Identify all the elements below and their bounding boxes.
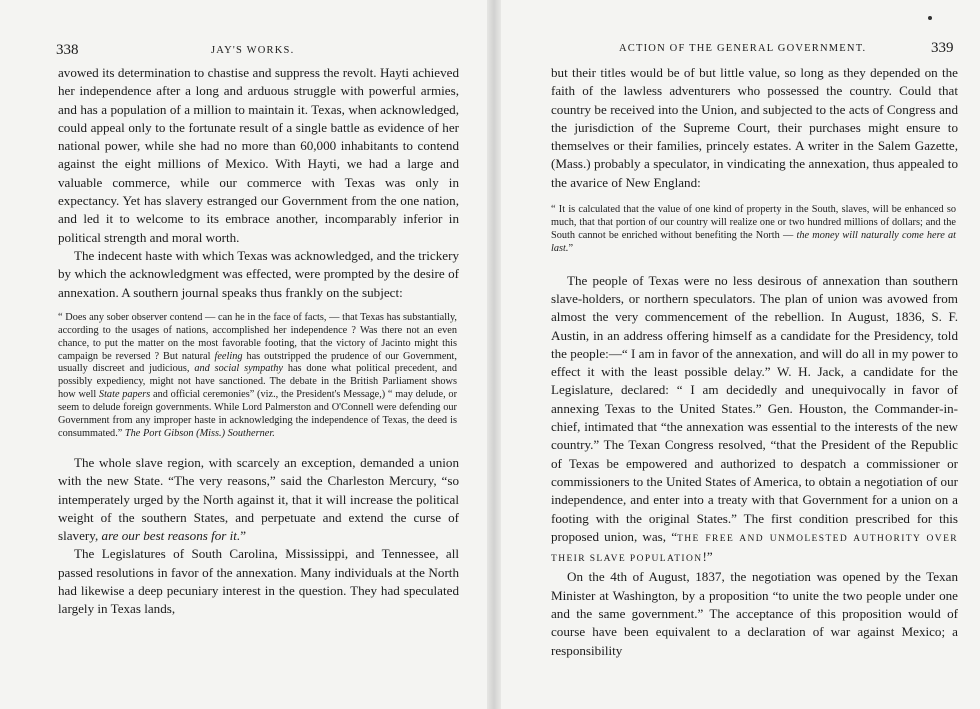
right-page-number: 339 — [931, 40, 954, 56]
right-paragraph-2: The people of Texas were no less desirous of annexation than southern slave-holders, or northern speculators. The plan of union was avowed from almost the very commencement of the rebellion. In August, 1836, S. F. Austin, in an address offering himself as a candidate for the Presidency, told the people:—“ I am in favor of the annexation, and will do all in my power to effect it with the least possible delay.” W. H. Jack, a candidate for the Legislature, declared: “ I am decidedly and unequivocally in favor of annexing Texas to the United States.” Gen. Houston, the Commander-in-chief, intimated that “the annexation was essential to the interests of the new country.” The Texan Congress resolved, “that the President of the Republic of Texas be empowered and authorized to despatch a commissioner or commissioners to the United States of America, to obtain a negotiation of our independence, and enter into a treaty with that Government for a union on a footing with the original States.” The first condition prescribed for this proposed union, was, “THE FREE AND UNMOLESTED AUTHORITY OVER THEIR SLAVE POPULATION!” — [551, 272, 959, 565]
left-running-head: JAY'S WORKS. — [211, 45, 295, 56]
left-paragraph-4: The Legislatures of South Carolina, Mississippi, and Tennessee, all passed resolutions in favor of the annexation. Many individuals at the North had likewise a deep pecuniary interest in the question. They had speculated largely in Texas lands, — [58, 546, 459, 617]
quote-source: The Port Gibson (Miss.) Southerner. — [124, 428, 275, 440]
left-paragraph-2: The indecent haste with which Texas was acknowledged, and the trickery by which the acknowledgment was effected, were prompted by the desire of annexation. A southern journal speaks thus frankly on the subject: — [58, 247, 459, 300]
block-quote-salem-gazette: “ It is calculated that the value of one kind of property in the South, slaves, will be enhanced so much, that that portion of our country will realize one or two hundred millions of dollars; and the South cannot be enriched without benefiting the North — the money will naturally come here at last.” — [551, 204, 956, 254]
left-paragraph-3: The whole slave region, with scarcely an exception, demanded a union with the new State. “The very reasons,” said the Charleston Mercury, “so intemperately urged by the North against it, that it will increase the political weight of the southern States, and perpetuate and extend the curse of slavery, are our best reasons for it.” — [58, 454, 459, 544]
left-page — [0, 0, 487, 709]
left-page-number: 338 — [56, 42, 79, 58]
right-paragraph-3: On the 4th of August, 1837, the negotiation was opened by the Texan Minister at Washington, by a proposition “to unite the two people under one and the same government.” The acceptance of this proposition would of course have been equivalent to a declaration of war against Mexico; a responsibility — [551, 569, 958, 658]
block-quote-southerner: “ Does any sober observer contend — can he in the face of facts, — that Texas has substantially, according to the usages of nations, accomplished her independence ? Was there not an even chance, to put the matter on the most favorable footing, that the victory of Jacinto might this campaign be reversed ? But natural feeling has outstripped the prudence of our Government, usually discreet and judicious, and social sympathy has done what political precedent, and possibly expediency, might not have sanctioned. The debate in the British Parliament shows how well State papers and official ceremonies” (viz., the President's Message,) “ may delude, or seem to delude foreign governments. While Lord Palmerston and O'Connell were defending our Government from any improper haste in acknowledging the independence of Texas, the deed is consummated.” The Port Gibson (Miss.) Southerner. — [58, 311, 458, 440]
right-page — [501, 0, 980, 709]
left-page-text — [58, 64, 459, 619]
book-gutter — [487, 0, 501, 709]
right-paragraph-1: but their titles would be of but little value, so long as they depended on the faith of the lawless adventurers who possessed the country. Could that country be received into the Union, and subjected to the acts of Congress and the jurisdiction of the Supreme Court, their purchases might ensure to themselves or their families, princely estates. A writer in the Salem Gazette, (Mass.) probably a speculator, in vindicating the annexation, thus appealed to the avarice of New England: — [551, 65, 958, 190]
right-running-head: ACTION OF THE GENERAL GOVERNMENT. — [619, 43, 867, 54]
left-paragraph-1: avowed its determination to chastise and suppress the revolt. Hayti achieved her independence after a long and arduous struggle with powerful armies, and has a population of a million to maintain it. Texas, when acknowledged, could appeal only to the fortunate result of a single battle as evidence of her national power, while she had no more than 60,000 inhabitants to contend against the eight millions of Mexico. With Hayti, we had a large and valuable commerce, while our commerce with Texas was only in expectancy. Yet has slavery estranged our Government from the one nation, and led it to welcome to its embrace another, incomparably inferior in political strength and moral worth. — [58, 65, 459, 245]
right-page-text — [551, 64, 958, 660]
scan-speck — [928, 16, 932, 20]
